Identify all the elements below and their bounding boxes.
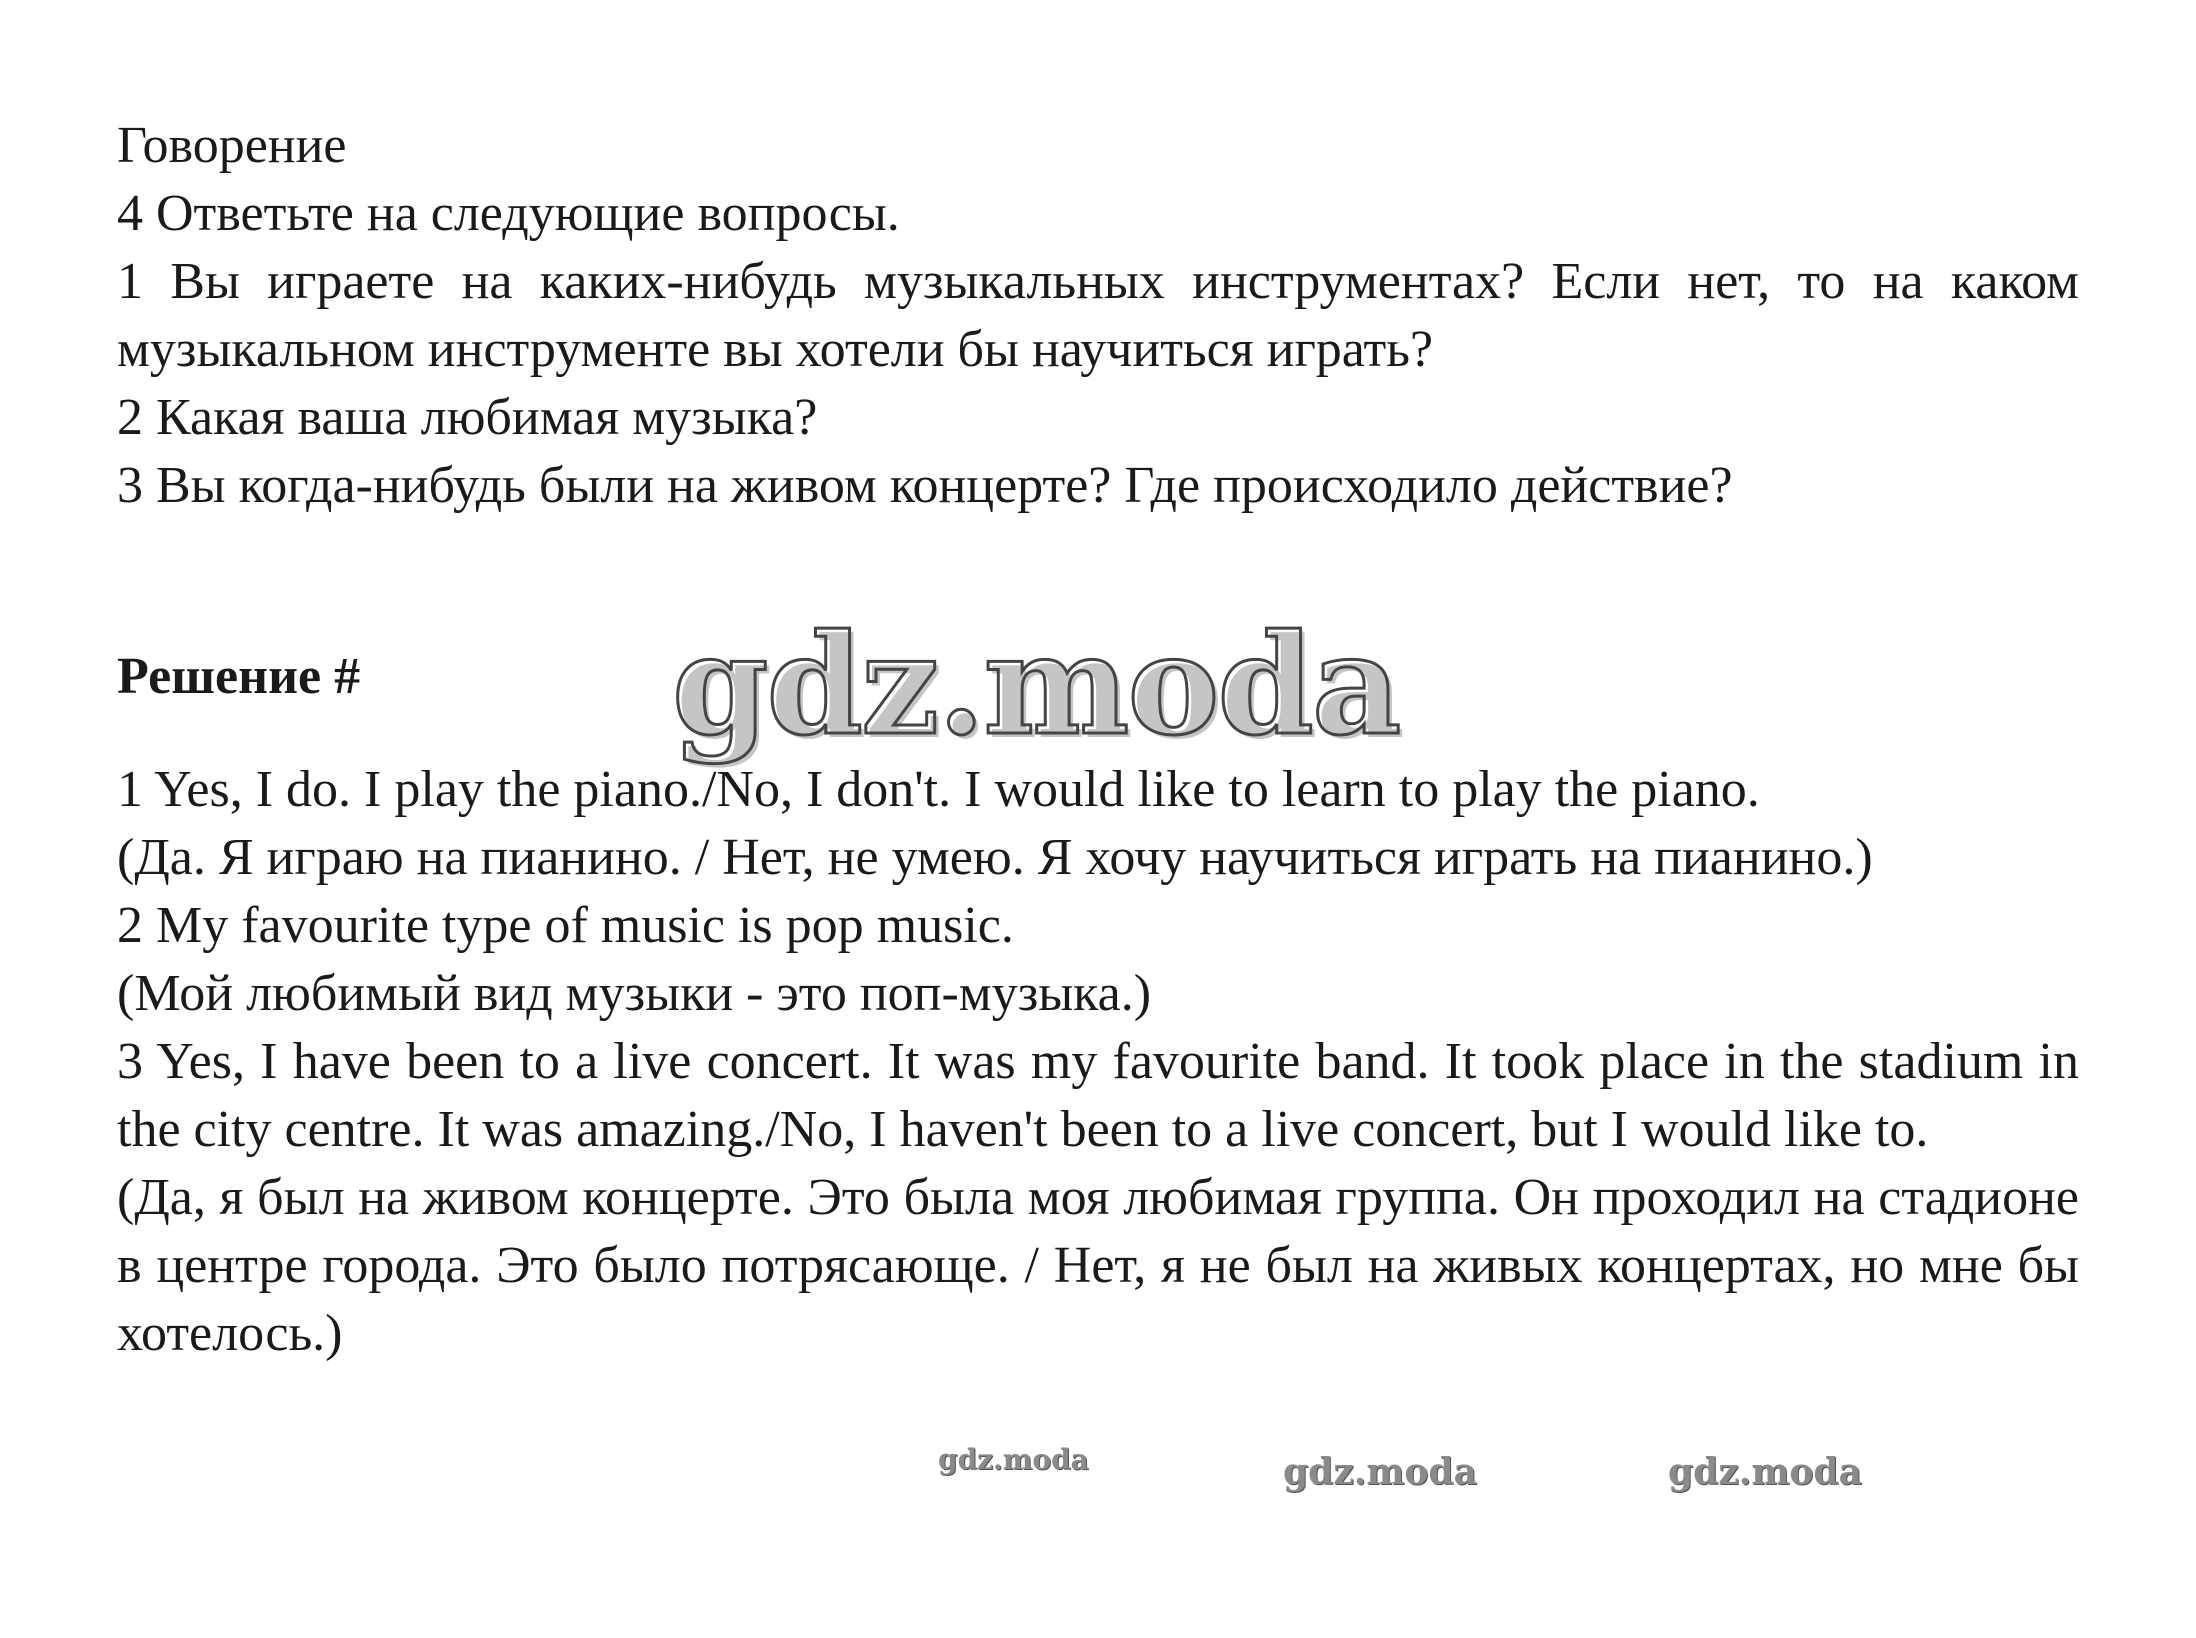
answer-1-en: 1 Yes, I do. I play the piano./No, I don't. I would like to learn to play the piano.	[117, 761, 1760, 818]
answer-1-ru: (Да. Я играю на пианино. / Нет, не умею. Я хочу научиться играть на пианино.)	[117, 829, 1873, 886]
question-1: 1 Вы играете на каких-нибудь музыкальных инструментах? Если нет, то на каком музыкальном инструменте вы хотели бы научиться играть?	[117, 253, 2079, 378]
watermark-small-2: gdz.moda	[1283, 1451, 1477, 1493]
answer-2-en: 2 My favourite type of music is pop music.	[117, 897, 1014, 954]
watermark-small-3: gdz.moda	[1668, 1451, 1862, 1493]
solution-heading: Решение #	[117, 648, 361, 705]
watermark-small-1: gdz.moda	[938, 1443, 1089, 1476]
answers-block	[117, 756, 2079, 1368]
section-title: Говорение	[117, 117, 347, 174]
task-instruction: 4 Ответьте на следующие вопросы.	[117, 185, 900, 242]
task-block	[117, 112, 2079, 520]
question-2: 2 Какая ваша любимая музыка?	[117, 389, 818, 446]
question-3: 3 Вы когда-нибудь были на живом концерте? Где происходило действие?	[117, 457, 1733, 514]
answer-2-ru: (Мой любимый вид музыки - это поп-музыка.)	[117, 965, 1152, 1022]
answer-3-en: 3 Yes, I have been to a live concert. It was my favourite band. It took place in the stadium in the city centre. It was amazing./No, I haven't been to a live concert, but I would like to.	[117, 1033, 2079, 1158]
watermark-logo: gdz.moda	[672, 603, 1400, 766]
answer-3-ru: (Да, я был на живом концерте. Это была моя любимая группа. Он проходил на стадионе в центре города. Это было потрясающе. / Нет, я не был на живых концертах, но мне бы хотелось.)	[117, 1169, 2079, 1362]
